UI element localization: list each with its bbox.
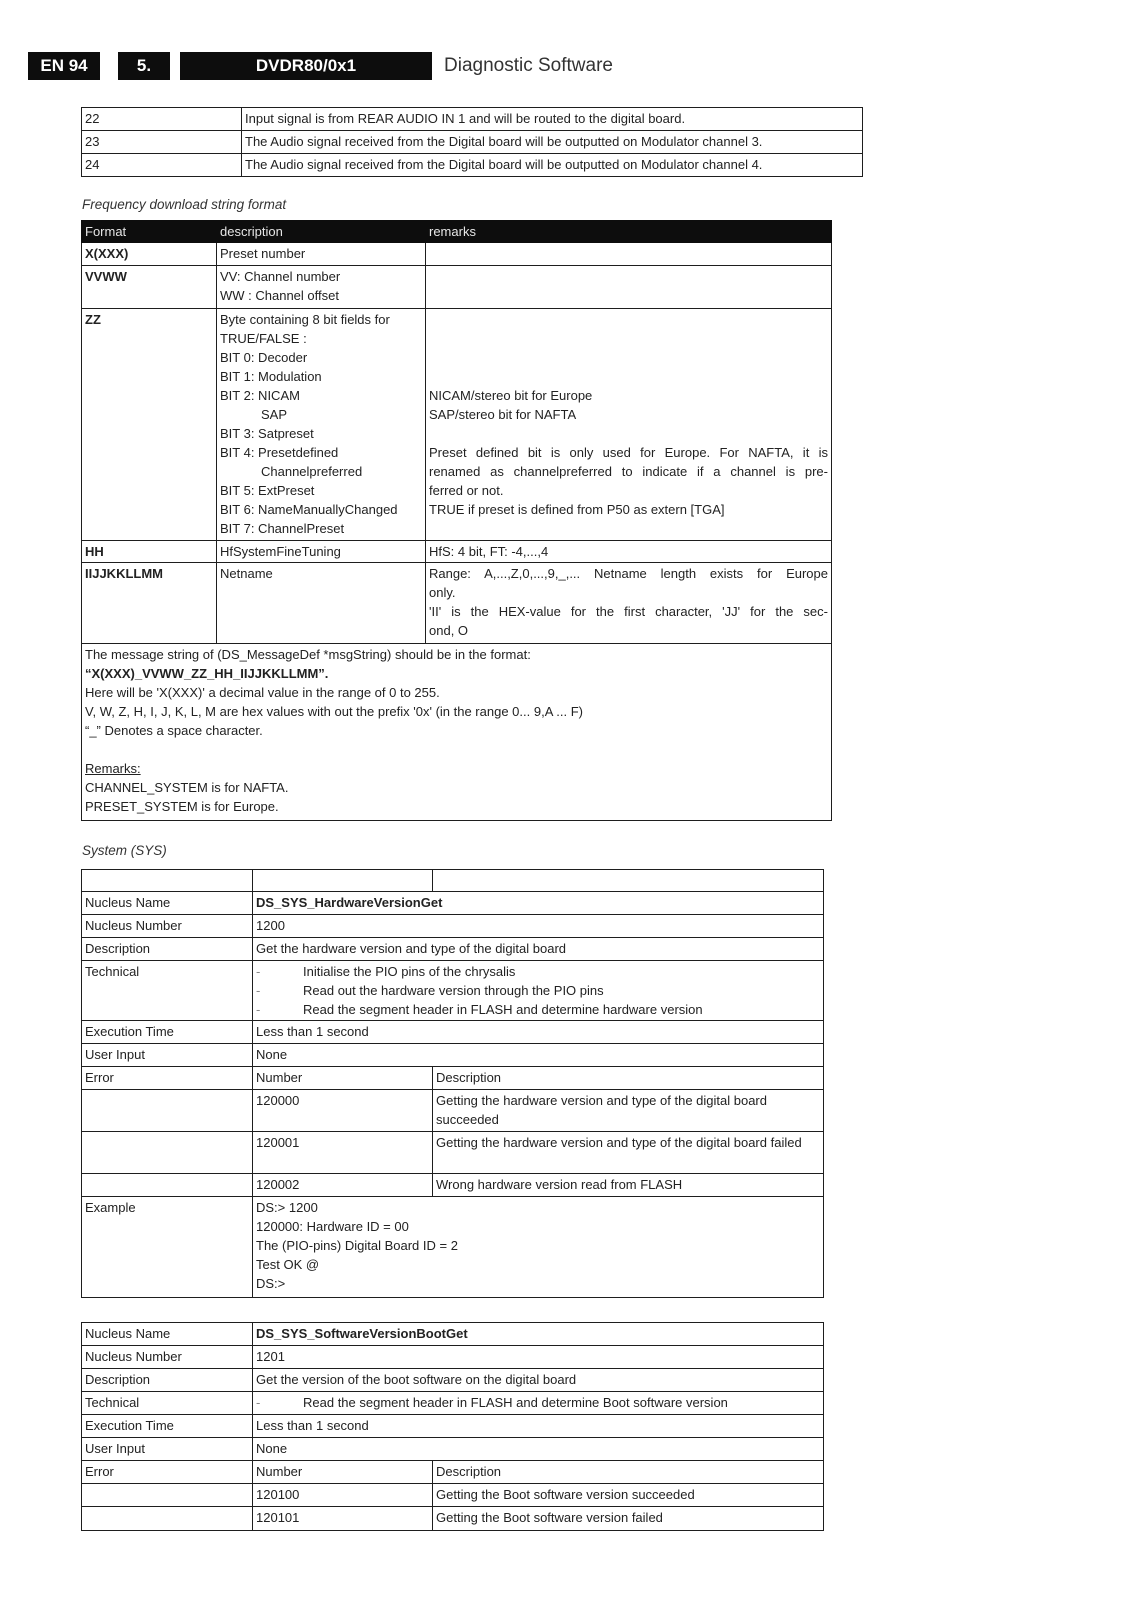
table-row-description [82, 1369, 824, 1392]
table-row-blank [82, 870, 824, 892]
table-row-example [82, 1197, 824, 1298]
list-item [256, 1000, 820, 1019]
description-line: WW : Channel offset [220, 288, 339, 303]
table-row-message-format [82, 644, 832, 821]
format-description: Preset number [217, 243, 426, 266]
table-row-description [82, 938, 824, 961]
format-remarks: HfS: 4 bit, FT: -4,...,4 [426, 541, 832, 563]
row-text: Input signal is from REAR AUDIO IN 1 and will be routed to the digital board. [242, 108, 863, 131]
remark-line: TRUE if preset is defined from P50 as extern [TGA] [429, 502, 725, 517]
example-line: Test OK @ [256, 1257, 320, 1272]
example-line: 120000: Hardware ID = 00 [256, 1219, 409, 1234]
error-text: Getting the hardware version and type of the digital board failed [433, 1132, 824, 1174]
table-row [82, 131, 863, 154]
example-value [253, 1197, 824, 1298]
row-id: 22 [82, 108, 242, 131]
table-row-technical [82, 1392, 824, 1415]
bullet: - [256, 1395, 261, 1410]
table-row-error [82, 1090, 824, 1132]
row-text: The Audio signal received from the Digital board will be outputted on Modulator channel 4. [242, 154, 863, 177]
field-label: Description [82, 938, 253, 961]
empty-cell [426, 243, 832, 266]
example-line: The (PIO-pins) Digital Board ID = 2 [256, 1238, 458, 1253]
empty-cell [82, 1132, 253, 1174]
empty-cell [82, 1090, 253, 1132]
example-line: DS:> [256, 1276, 286, 1291]
spacer [429, 329, 828, 348]
table-row-nucleus-number [82, 915, 824, 938]
field-label: Example [82, 1197, 253, 1298]
spacer [429, 348, 828, 367]
bullet: - [256, 964, 261, 979]
description-line: BIT 2: NICAM [220, 388, 300, 403]
table-header-row [82, 221, 832, 243]
field-label: Nucleus Name [82, 1323, 253, 1346]
description-line: BIT 6: NameManuallyChanged [220, 502, 398, 517]
list-item [256, 981, 820, 1000]
remark-line: only. [429, 585, 456, 600]
remark-line: ond, O [429, 623, 469, 638]
format-description: HfSystemFineTuning [217, 541, 426, 563]
field-label: Nucleus Number [82, 915, 253, 938]
description-value: Get the hardware version and type of the digital board [253, 938, 824, 961]
list-item [256, 1393, 820, 1412]
format-remarks [426, 309, 832, 541]
header-remarks: remarks [426, 221, 832, 243]
error-text: Wrong hardware version read from FLASH [433, 1174, 824, 1197]
table-row-error-header [82, 1067, 824, 1090]
empty-cell [82, 1174, 253, 1197]
table-row-nucleus-name [82, 892, 824, 915]
error-code: 120100 [253, 1484, 433, 1507]
table-row-execution-time [82, 1415, 824, 1438]
table-row [82, 108, 863, 131]
remark-line: Range: A,...,Z,0,...,9,_,... Netname length exists for Europe [429, 566, 828, 581]
empty-cell [82, 870, 253, 892]
empty-cell [433, 870, 824, 892]
description-line: Channelpreferred [261, 464, 363, 479]
empty-cell [426, 266, 832, 309]
table-row-fine-tuning [82, 541, 832, 563]
error-code: 120101 [253, 1507, 433, 1531]
header-format: Format [82, 221, 217, 243]
remark-line: NICAM/stereo bit for Europe [429, 388, 593, 403]
bullet: - [256, 1002, 261, 1017]
remarks-heading: Remarks: [85, 761, 141, 776]
description-line: BIT 0: Decoder [220, 350, 308, 365]
example-line: DS:> 1200 [256, 1200, 318, 1215]
empty-cell [253, 870, 433, 892]
nucleus-number-value: 1200 [253, 915, 824, 938]
description-line: SAP [261, 407, 288, 422]
table-row-error [82, 1484, 824, 1507]
remark-line: SAP/stereo bit for NAFTA [429, 407, 577, 422]
table-row-error-header [82, 1461, 824, 1484]
message-format-note [82, 644, 832, 821]
format-description [217, 309, 426, 541]
page-title: Diagnostic Software [444, 55, 613, 76]
field-label: Error [82, 1067, 253, 1090]
remark-line: Preset defined bit is only used for Europe. For NAFTA, it is [429, 445, 828, 460]
chapter-number: 5. [118, 52, 170, 80]
empty-cell [82, 1507, 253, 1531]
table-row-preset [82, 243, 832, 266]
format-description [217, 266, 426, 309]
boot-version-table [81, 1322, 824, 1531]
field-label: User Input [82, 1438, 253, 1461]
table-row-execution-time [82, 1021, 824, 1044]
table-row-user-input [82, 1438, 824, 1461]
table-row-error [82, 1132, 824, 1174]
list-item-text: Read out the hardware version through the PIO pins [303, 983, 604, 998]
execution-time-value: Less than 1 second [253, 1021, 824, 1044]
error-text: Getting the hardware version and type of the digital board succeeded [433, 1090, 824, 1132]
description-line: BIT 4: Presetdefined [220, 445, 339, 460]
user-input-value: None [253, 1438, 824, 1461]
table-row-error [82, 1174, 824, 1197]
frequency-format-table [81, 220, 832, 821]
input-routing-table [81, 107, 863, 177]
nucleus-number-value: 1201 [253, 1346, 824, 1369]
technical-value [253, 961, 824, 1021]
error-description-header: Description [433, 1067, 824, 1090]
user-input-value: None [253, 1044, 824, 1067]
description-line: VV: Channel number [220, 269, 341, 284]
list-item-text: Read the segment header in FLASH and determine Boot software version [303, 1395, 728, 1410]
note-line: V, W, Z, H, I, J, K, L, M are hex values with out the prefix '0x' (in the range 0... 9,A ... F) [85, 704, 583, 719]
spacer [85, 740, 828, 759]
bullet: - [256, 983, 261, 998]
note-line: The message string of (DS_MessageDef *msgString) should be in the format: [85, 647, 531, 662]
description-line: BIT 3: Satpreset [220, 426, 314, 441]
description-line: Byte containing 8 bit fields for [220, 312, 390, 327]
description-line: TRUE/FALSE : [220, 331, 307, 346]
empty-cell [82, 1484, 253, 1507]
note-line: “_” Denotes a space character. [85, 723, 263, 738]
field-label: Technical [82, 961, 253, 1021]
description-line: BIT 7: ChannelPreset [220, 521, 345, 536]
list-item [256, 962, 820, 981]
table-row-user-input [82, 1044, 824, 1067]
field-label: User Input [82, 1044, 253, 1067]
field-label: Error [82, 1461, 253, 1484]
format-code: ZZ [82, 309, 217, 541]
list-item-text: Initialise the PIO pins of the chrysalis [303, 964, 516, 979]
field-label: Technical [82, 1392, 253, 1415]
format-code: HH [82, 541, 217, 563]
field-label: Nucleus Name [82, 892, 253, 915]
error-description-header: Description [433, 1461, 824, 1484]
remark-line: PRESET_SYSTEM is for Europe. [85, 799, 279, 814]
row-id: 23 [82, 131, 242, 154]
format-code: IIJJKKLLMM [82, 563, 217, 644]
table-row [82, 154, 863, 177]
error-code: 120001 [253, 1132, 433, 1174]
description-line: BIT 1: Modulation [220, 369, 322, 384]
hardware-version-table [81, 869, 824, 1298]
error-number-header: Number [253, 1067, 433, 1090]
header-description: description [217, 221, 426, 243]
error-text: Getting the Boot software version succeeded [433, 1484, 824, 1507]
nucleus-name-value: DS_SYS_HardwareVersionGet [253, 892, 824, 915]
spacer [429, 310, 828, 329]
field-label: Nucleus Number [82, 1346, 253, 1369]
technical-value [253, 1392, 824, 1415]
remark-line: CHANNEL_SYSTEM is for NAFTA. [85, 780, 289, 795]
row-id: 24 [82, 154, 242, 177]
execution-time-value: Less than 1 second [253, 1415, 824, 1438]
remark-line: renamed as channelpreferred to indicate if a channel is pre- [429, 464, 828, 479]
row-text: The Audio signal received from the Digital board will be outputted on Modulator channel 3. [242, 131, 863, 154]
frequency-caption: Frequency download string format [82, 197, 287, 212]
list-item-text: Read the segment header in FLASH and determine hardware version [303, 1002, 703, 1017]
page-number-label: EN 94 [28, 52, 100, 80]
error-number-header: Number [253, 1461, 433, 1484]
format-remarks [426, 563, 832, 644]
field-label: Execution Time [82, 1021, 253, 1044]
format-code: X(XXX) [82, 243, 217, 266]
note-line: Here will be 'X(XXX)' a decimal value in the range of 0 to 255. [85, 685, 440, 700]
format-description: Netname [217, 563, 426, 644]
error-code: 120002 [253, 1174, 433, 1197]
format-code: VVWW [82, 266, 217, 309]
error-text: Getting the Boot software version failed [433, 1507, 824, 1531]
table-row-technical [82, 961, 824, 1021]
note-format-string: “X(XXX)_VVWW_ZZ_HH_IIJJKKLLMM”. [85, 666, 329, 681]
table-row-nucleus-number [82, 1346, 824, 1369]
table-row-flags [82, 309, 832, 541]
remark-line: ferred or not. [429, 483, 504, 498]
spacer [429, 367, 828, 386]
table-row-channel [82, 266, 832, 309]
table-row-error [82, 1507, 824, 1531]
field-label: Description [82, 1369, 253, 1392]
nucleus-name-value: DS_SYS_SoftwareVersionBootGet [253, 1323, 824, 1346]
table-row-nucleus-name [82, 1323, 824, 1346]
description-line: BIT 5: ExtPreset [220, 483, 315, 498]
field-label: Execution Time [82, 1415, 253, 1438]
system-caption: System (SYS) [82, 843, 167, 858]
model-name: DVDR80/0x1 [180, 52, 432, 80]
table-row-netname [82, 563, 832, 644]
error-code: 120000 [253, 1090, 433, 1132]
remark-line: 'II' is the HEX-value for the first character, 'JJ' for the sec- [429, 604, 828, 619]
spacer [429, 424, 828, 443]
description-value: Get the version of the boot software on the digital board [253, 1369, 824, 1392]
